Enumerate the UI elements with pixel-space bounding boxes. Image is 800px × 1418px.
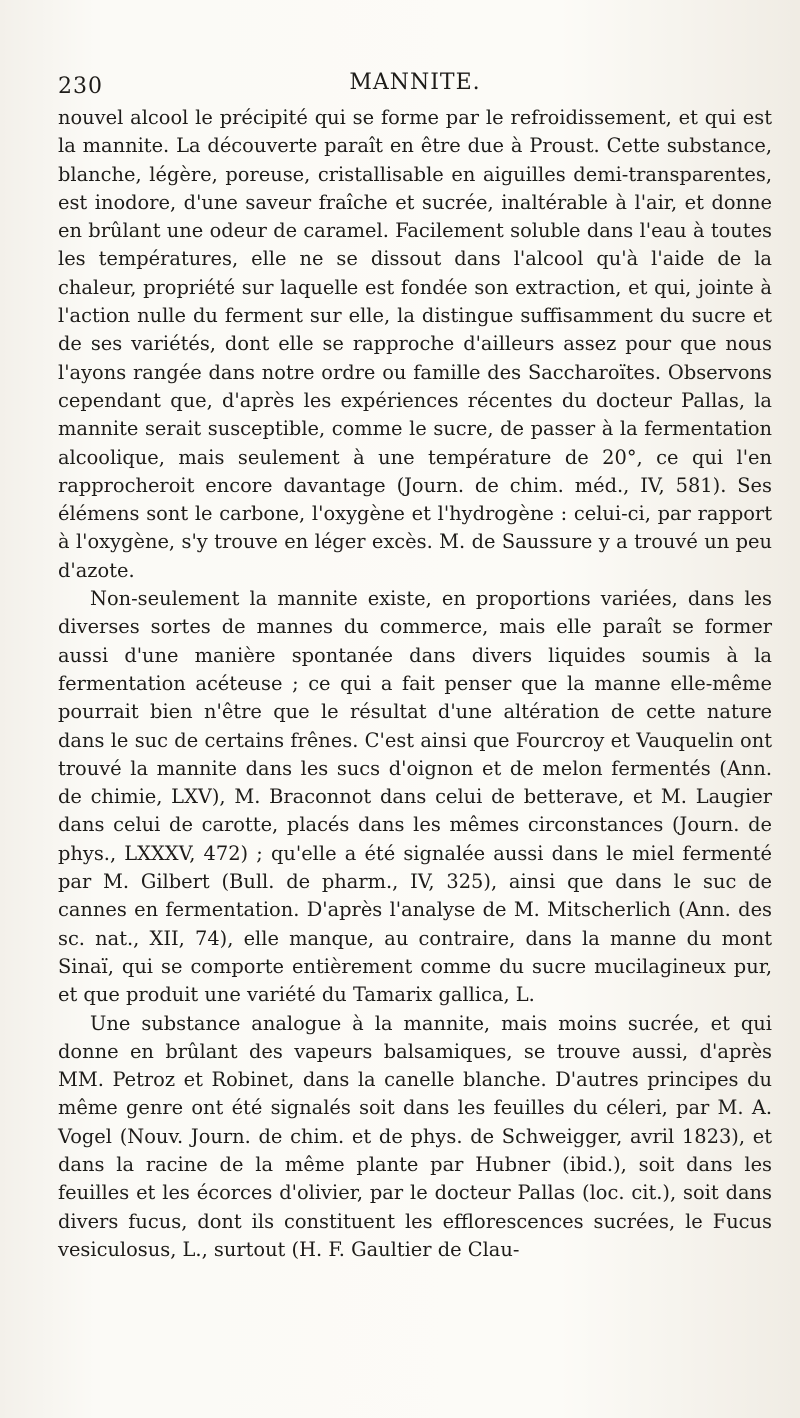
- paragraph-continuation: nouvel alcool le précipité qui se forme par le refroidissement, et qui est la mannite. La découverte paraît en être due à Proust. Cette substance, blanche, légère, poreuse, cristallisable en aiguilles demi-transparentes, est inodore, d'une saveur fraîche et sucrée, inaltérable à l'air, et donne en brûlant une odeur de caramel. Facilement soluble dans l'eau à toutes les températures, elle ne se dissout dans l'alcool qu'à l'aide de la chaleur, propriété sur laquelle est fondée son extraction, et qui, jointe à l'action nulle du ferment sur elle, la distingue suffisamment du sucre et de ses variétés, dont elle se rapproche d'ailleurs assez pour que nous l'ayons rangée dans notre ordre ou famille des Saccharoïtes. Observons cependant que, d'après les expériences récentes du docteur Pallas, la mannite serait susceptible, comme le sucre, de passer à la fermentation alcoolique, mais seulement à une température de 20°, ce qui l'en rapprocheroit encore davantage (Journ. de chim. méd., IV, 581). Ses élémens sont le carbone, l'oxygène et l'hydrogène : celui-ci, par rapport à l'oxygène, s'y trouve en léger excès. M. de Saussure y a trouvé un peu d'azote.: [58, 106, 772, 582]
- body-text: [58, 104, 772, 1264]
- page-number: 230: [58, 74, 103, 99]
- paragraph-analogous-substances: Une substance analogue à la mannite, mais moins sucrée, et qui donne en brûlant des vapeurs balsamiques, se trouve aussi, d'après MM. Petroz et Robinet, dans la canelle blanche. D'autres principes du même genre ont été signalés soit dans les feuilles du céleri, par M. A. Vogel (Nouv. Journ. de chim. et de phys. de Schweigger, avril 1823), et dans la racine de la même plante par Hubner (ibid.), soit dans les feuilles et les écorces d'olivier, par le docteur Pallas (loc. cit.), soit dans divers fucus, dont ils constituent les efflorescences sucrées, le Fucus vesiculosus, L., surtout (H. F. Gaultier de Clau-: [58, 1011, 772, 1261]
- section-title: MANNITE.: [349, 70, 481, 95]
- running-head: [58, 70, 772, 104]
- paragraph-mannite-sources: Non-seulement la mannite existe, en proportions variées, dans les diverses sortes de mannes du commerce, mais elle paraît se former aussi d'une manière spontanée dans divers liquides soumis à la fermentation acéteuse ; ce qui a fait penser que la manne elle-même pourrait bien n'être que le résultat d'une altération de cette nature dans le suc de certains frênes. C'est ainsi que Fourcroy et Vauquelin ont trouvé la mannite dans les sucs d'oignon et de melon fermentés (Ann. de chimie, LXV), M. Braconnot dans celui de betterave, et M. Laugier dans celui de carotte, placés dans les mêmes circonstances (Journ. de phys., LXXXV, 472) ; qu'elle a été signalée aussi dans le miel fermenté par M. Gilbert (Bull. de pharm., IV, 325), ainsi que dans le suc de cannes en fermentation. D'après l'analyse de M. Mitscherlich (Ann. des sc. nat., XII, 74), elle manque, au contraire, dans la manne du mont Sinaï, qui se comporte entièrement comme du sucre mucilagineux pur, et que produit une variété du Tamarix gallica, L.: [58, 587, 772, 1007]
